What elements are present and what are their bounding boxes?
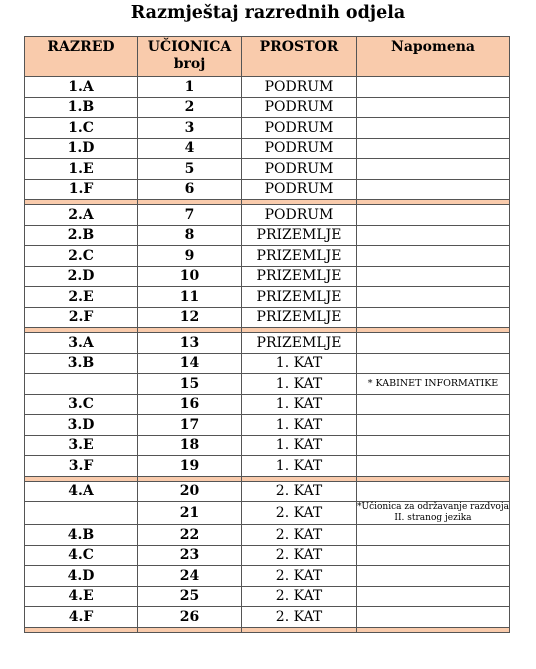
table-row — [25, 287, 510, 308]
header-row — [25, 37, 510, 77]
razred-cell: 2.F — [25, 307, 138, 328]
napomena-cell — [357, 333, 510, 354]
napomena-cell — [357, 179, 510, 200]
table-row — [25, 97, 510, 118]
broj-cell: 25 — [138, 586, 242, 607]
prostor-cell: 2. KAT — [242, 502, 357, 525]
razred-cell: 1.E — [25, 159, 138, 180]
napomena-cell — [357, 205, 510, 226]
napomena-cell — [357, 159, 510, 180]
table-row — [25, 415, 510, 436]
table-row — [25, 246, 510, 267]
prostor-cell: 1. KAT — [242, 415, 357, 436]
prostor-cell: PODRUM — [242, 77, 357, 98]
napomena-cell — [357, 266, 510, 287]
separator-cell — [25, 627, 138, 632]
table-row — [25, 225, 510, 246]
razred-cell: 1.F — [25, 179, 138, 200]
napomena-cell: * KABINET INFORMATIKE — [357, 374, 510, 395]
page-title: Razmještaj razrednih odjela — [130, 3, 406, 23]
table-row — [25, 545, 510, 566]
broj-cell: 5 — [138, 159, 242, 180]
razred-cell: 4.A — [25, 481, 138, 502]
table-row — [25, 159, 510, 180]
broj-cell: 6 — [138, 179, 242, 200]
broj-cell: 13 — [138, 333, 242, 354]
prostor-cell: 2. KAT — [242, 525, 357, 546]
razred-cell: 1.D — [25, 138, 138, 159]
broj-cell: 17 — [138, 415, 242, 436]
razred-cell: 2.E — [25, 287, 138, 308]
razred-cell: 3.A — [25, 333, 138, 354]
napomena-cell — [357, 77, 510, 98]
napomena-cell — [357, 607, 510, 628]
broj-cell: 23 — [138, 545, 242, 566]
broj-cell: 22 — [138, 525, 242, 546]
table-row — [25, 77, 510, 98]
napomena-cell — [357, 138, 510, 159]
broj-cell: 2 — [138, 97, 242, 118]
table-row — [25, 374, 510, 395]
broj-cell: 7 — [138, 205, 242, 226]
razred-cell — [25, 374, 138, 395]
table-row — [25, 481, 510, 502]
prostor-cell: PRIZEMLJE — [242, 333, 357, 354]
class-allocation-table — [24, 36, 510, 633]
razred-cell: 2.B — [25, 225, 138, 246]
razred-cell: 4.D — [25, 566, 138, 587]
table-body — [25, 77, 510, 633]
table-row — [25, 586, 510, 607]
napomena-cell: *Učionica za održavanje razdvoja II. stranog jezika — [357, 502, 509, 523]
prostor-cell: PODRUM — [242, 159, 357, 180]
napomena-cell — [357, 456, 510, 477]
table-row — [25, 566, 510, 587]
broj-cell: 21 — [138, 502, 242, 525]
table-row — [25, 525, 510, 546]
broj-cell: 24 — [138, 566, 242, 587]
razred-cell: 4.F — [25, 607, 138, 628]
table-row — [25, 307, 510, 328]
prostor-cell: PRIZEMLJE — [242, 266, 357, 287]
prostor-cell: 1. KAT — [242, 353, 357, 374]
broj-cell: 26 — [138, 607, 242, 628]
napomena-cell — [357, 566, 510, 587]
separator-cell — [242, 627, 357, 632]
broj-cell: 19 — [138, 456, 242, 477]
razred-cell: 1.C — [25, 118, 138, 139]
broj-cell: 11 — [138, 287, 242, 308]
razred-cell: 1.A — [25, 77, 138, 98]
napomena-cell — [357, 97, 510, 118]
prostor-cell: PRIZEMLJE — [242, 307, 357, 328]
razred-cell: 3.F — [25, 456, 138, 477]
separator-cell — [357, 627, 510, 632]
header-prostor: PROSTOR — [242, 37, 357, 77]
napomena-cell — [357, 586, 510, 607]
header-razred: RAZRED — [25, 37, 138, 77]
napomena-cell — [357, 435, 510, 456]
table-row — [25, 179, 510, 200]
table-row — [25, 394, 510, 415]
prostor-cell: 2. KAT — [242, 566, 357, 587]
napomena-cell — [357, 394, 510, 415]
broj-cell: 12 — [138, 307, 242, 328]
razred-cell: 3.B — [25, 353, 138, 374]
group-separator — [25, 627, 510, 632]
header-ucionica-line2: broj — [173, 56, 206, 72]
razred-cell: 2.A — [25, 205, 138, 226]
prostor-cell: 1. KAT — [242, 394, 357, 415]
broj-cell: 3 — [138, 118, 242, 139]
prostor-cell: 2. KAT — [242, 545, 357, 566]
razred-cell: 4.E — [25, 586, 138, 607]
prostor-cell: PRIZEMLJE — [242, 246, 357, 267]
broj-cell: 8 — [138, 225, 242, 246]
razred-cell: 3.E — [25, 435, 138, 456]
broj-cell: 4 — [138, 138, 242, 159]
prostor-cell: 1. KAT — [242, 374, 357, 395]
broj-cell: 16 — [138, 394, 242, 415]
napomena-cell — [357, 481, 510, 502]
napomena-cell — [357, 545, 510, 566]
razred-cell: 3.D — [25, 415, 138, 436]
prostor-cell: 2. KAT — [242, 586, 357, 607]
napomena-cell — [357, 225, 510, 246]
razred-cell: 4.B — [25, 525, 138, 546]
prostor-cell: 2. KAT — [242, 481, 357, 502]
prostor-cell: PODRUM — [242, 97, 357, 118]
separator-cell — [138, 627, 242, 632]
header-napomena: Napomena — [357, 37, 510, 77]
prostor-cell: PODRUM — [242, 118, 357, 139]
table-row — [25, 607, 510, 628]
napomena-cell — [357, 287, 510, 308]
razred-cell: 2.C — [25, 246, 138, 267]
table-row — [25, 205, 510, 226]
prostor-cell: PRIZEMLJE — [242, 287, 357, 308]
table-row — [25, 118, 510, 139]
header-ucionica — [138, 37, 242, 77]
prostor-cell: PODRUM — [242, 179, 357, 200]
broj-cell: 1 — [138, 77, 242, 98]
broj-cell: 15 — [138, 374, 242, 395]
table-row — [25, 502, 510, 525]
prostor-cell: PODRUM — [242, 138, 357, 159]
napomena-cell — [357, 246, 510, 267]
razred-cell: 2.D — [25, 266, 138, 287]
prostor-cell: 2. KAT — [242, 607, 357, 628]
prostor-cell: PRIZEMLJE — [242, 225, 357, 246]
napomena-cell — [357, 525, 510, 546]
prostor-cell: 1. KAT — [242, 456, 357, 477]
razred-cell: 3.C — [25, 394, 138, 415]
prostor-cell: PODRUM — [242, 205, 357, 226]
table-row — [25, 138, 510, 159]
broj-cell: 20 — [138, 481, 242, 502]
razred-cell: 1.B — [25, 97, 138, 118]
table-row — [25, 435, 510, 456]
table-row — [25, 266, 510, 287]
table-row — [25, 456, 510, 477]
razred-cell: 4.C — [25, 545, 138, 566]
napomena-cell — [357, 415, 510, 436]
table-row — [25, 353, 510, 374]
razred-cell — [25, 502, 138, 525]
broj-cell: 10 — [138, 266, 242, 287]
broj-cell: 14 — [138, 353, 242, 374]
header-ucionica-line1: UČIONICA — [147, 39, 232, 55]
broj-cell: 18 — [138, 435, 242, 456]
broj-cell: 9 — [138, 246, 242, 267]
napomena-cell — [357, 307, 510, 328]
table-row — [25, 333, 510, 354]
napomena-cell — [357, 353, 510, 374]
prostor-cell: 1. KAT — [242, 435, 357, 456]
napomena-cell — [357, 118, 510, 139]
